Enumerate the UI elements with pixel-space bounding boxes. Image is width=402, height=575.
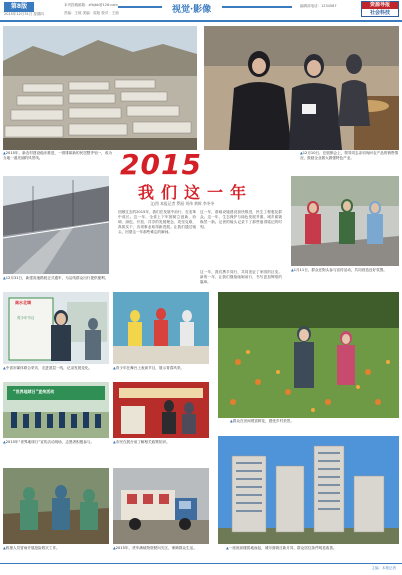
caption-highway: ▲12月31日，新建高速路段正式通车，为沿线群众出行提供便利。 [3,276,109,280]
masthead-rule [0,20,402,22]
footer-label: 主编：本报记者 [371,566,396,570]
article-column-3: 这一年，我们携手同行，共同见证了家园的巨变。新的一年，让我们继续砥砺前行，书写更加辉煌的篇章。 [200,270,282,284]
caption-street-crowd: ▲1月11日，群众在街头参与宣传活动，共同营造良好氛围。 [291,268,387,272]
caption-policy-display: ▲市民在展台前了解相关政策知识。 [113,440,170,444]
caption-village: ▲2015年，新农村建设稳步推进，一排排崭新的民居整齐划一，成为当地一道亮丽的风景线。 [3,151,112,160]
earth-day-banner-text: “世界地球日”宣传活动 [13,389,55,394]
photo-village-aerial [3,26,197,150]
caption-media-interview: ▲中省市媒体联合采访，走进基层一线，记录发展变化。 [3,366,93,370]
caption-flower-field: ▲群众在田间观赏鲜花，感受乡村美景。 [230,419,294,423]
photo-apartment-towers [218,436,399,544]
headline-title: 我们这一年 [138,183,254,202]
submission-email: 本刊投稿邮箱：zfbjbk@126.com [64,3,118,7]
board-side-text: 青少年节目 [17,316,35,320]
photo-rescue [3,468,109,544]
newspaper-logo [361,1,399,17]
article-byline: 文/图 本报记者 罗丽 刘伟 黄辉 李冬冬 [150,201,215,206]
caption-earth-day: ▲2015年“世界地球日”宣传活动现场，志愿者积极参与。 [3,440,95,444]
article-column-1: 回顾过去的2015年，我们在发展中前行，在变革中成长。这一年，全省上下牢固树立创新、协调、绿色、开放、共享的发展理念，攻坚克难，真抓实干，各项事业取得新进展。让我们通过镜头，回望这一年那些难忘的瞬间。 [118,210,196,234]
photo-highway [3,176,109,274]
photo-street-crowd [291,176,399,266]
footer-rule [0,563,402,564]
masthead-divider-right [222,6,292,8]
caption-apartment-towers: ▲一座座高楼拔地而起，城市面貌日新月异，群众居住条件明显改善。 [226,546,337,550]
photo-stage-performance [113,292,209,364]
photo-flower-field [218,292,399,418]
photo-media-interview [3,292,109,364]
masthead [0,0,402,20]
photo-policy-display [113,382,209,438]
article-column-2: 这一年，基础设施建设加快推进，民生工程惠及群众。这一年，生态保护与绿色发展并重，城乡面貌焕然一新。记者的镜头记录下了那些值得铭记的时刻。 [200,210,282,229]
photo-earth-day [3,382,109,438]
logo-top-text: 资源导报 [362,2,398,9]
caption-stage-performance: ▲青少年在舞台上表演节目，展示青春风采。 [113,366,185,370]
section-title: 视觉·影像 [172,5,212,15]
board-sign-text: 南水北调 [15,300,31,305]
editor-credits: 责编：王琼 美编：周旭 校对：王琼 [64,11,119,15]
office-phone: 编辑部电话：1234567 [300,4,337,8]
caption-rescue: ▲救援人员冒雨开展抢险救灾工作。 [3,546,60,550]
issue-date: 2015年12月31日 星期四 [4,12,44,16]
caption-exhibition: ▲12月10日，在展销会上，领导同志亲切询问农产品的销售情况，鼓励企业做大做强特色产业。 [300,151,399,160]
logo-bottom-text: 社会科技 [369,10,390,16]
headline-year: 2015 [120,148,202,181]
masthead-divider-left [118,6,162,8]
photo-supply-truck [113,468,209,544]
caption-supply-truck: ▲2015年，货车满载物资驶向灾区，保障群众生活。 [113,546,197,550]
photo-exhibition-visit [204,26,399,150]
page-number-tag: 第8版 [4,2,34,12]
